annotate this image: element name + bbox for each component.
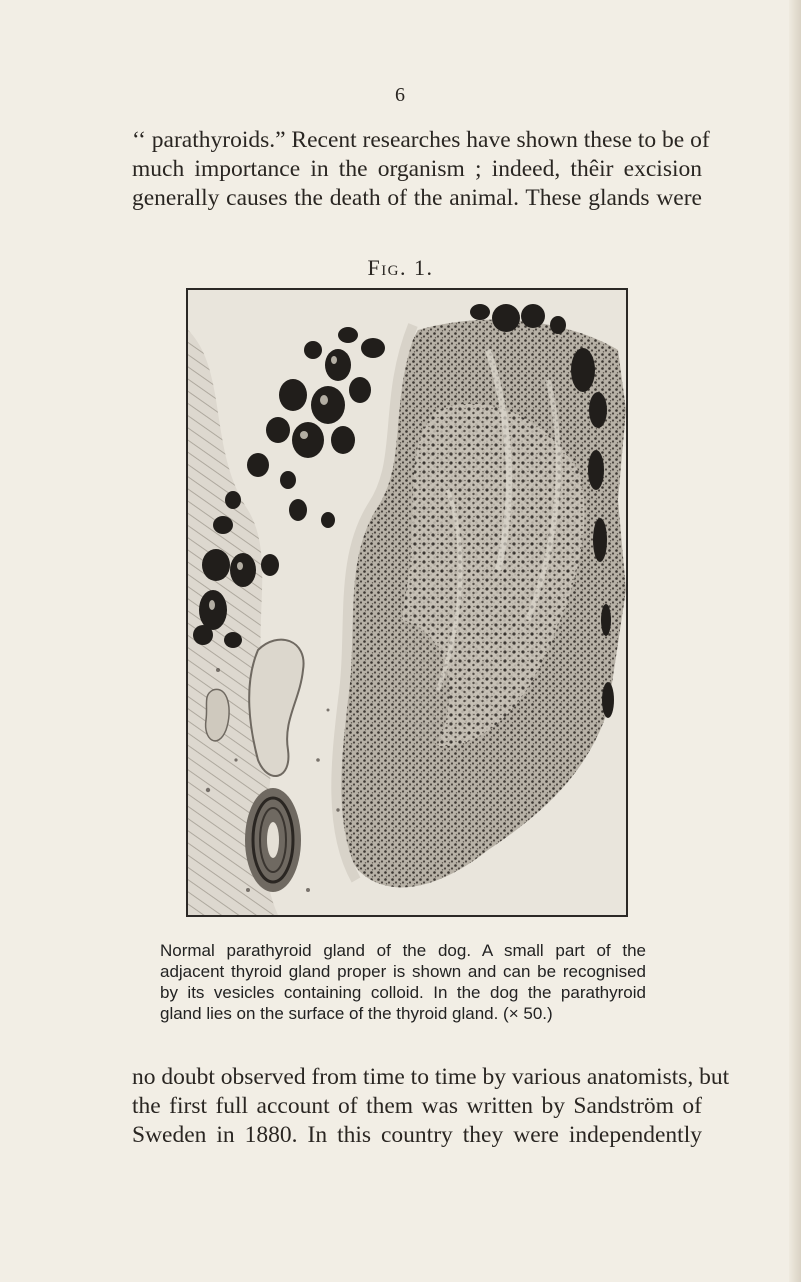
text-line: no doubt observed from time to time by various anatomists, but (132, 1064, 730, 1090)
bottom-paragraph (132, 1063, 730, 1150)
figure-caption (160, 940, 646, 1024)
micrograph-plate (186, 288, 628, 917)
caption-line: by its vesicles containing colloid. In the dog the parathyroid (160, 983, 646, 1002)
page-number: 6 (395, 84, 406, 106)
text-line: ‘‘ parathyroids.” Recent researches have shown these to be of (132, 127, 710, 153)
caption-line: gland lies on the surface of the thyroid gland. (× 50.) (160, 1004, 553, 1023)
page-edge (789, 0, 801, 1282)
text-line: much importance in the organism ; indeed, thêir excision (132, 156, 702, 182)
top-paragraph (132, 126, 710, 213)
figure-label: Fig. 1. (367, 255, 434, 280)
text-line: Sweden in 1880. In this country they were independently (132, 1122, 702, 1148)
text-line: generally causes the death of the animal. These glands were (132, 185, 702, 211)
text-line: the first full account of them was written by Sandström of (132, 1093, 702, 1119)
caption-line: adjacent thyroid gland proper is shown and can be recognised (160, 962, 646, 981)
caption-line: Normal parathyroid gland of the dog. A small part of the (160, 941, 646, 960)
micrograph-illustration (188, 290, 626, 915)
